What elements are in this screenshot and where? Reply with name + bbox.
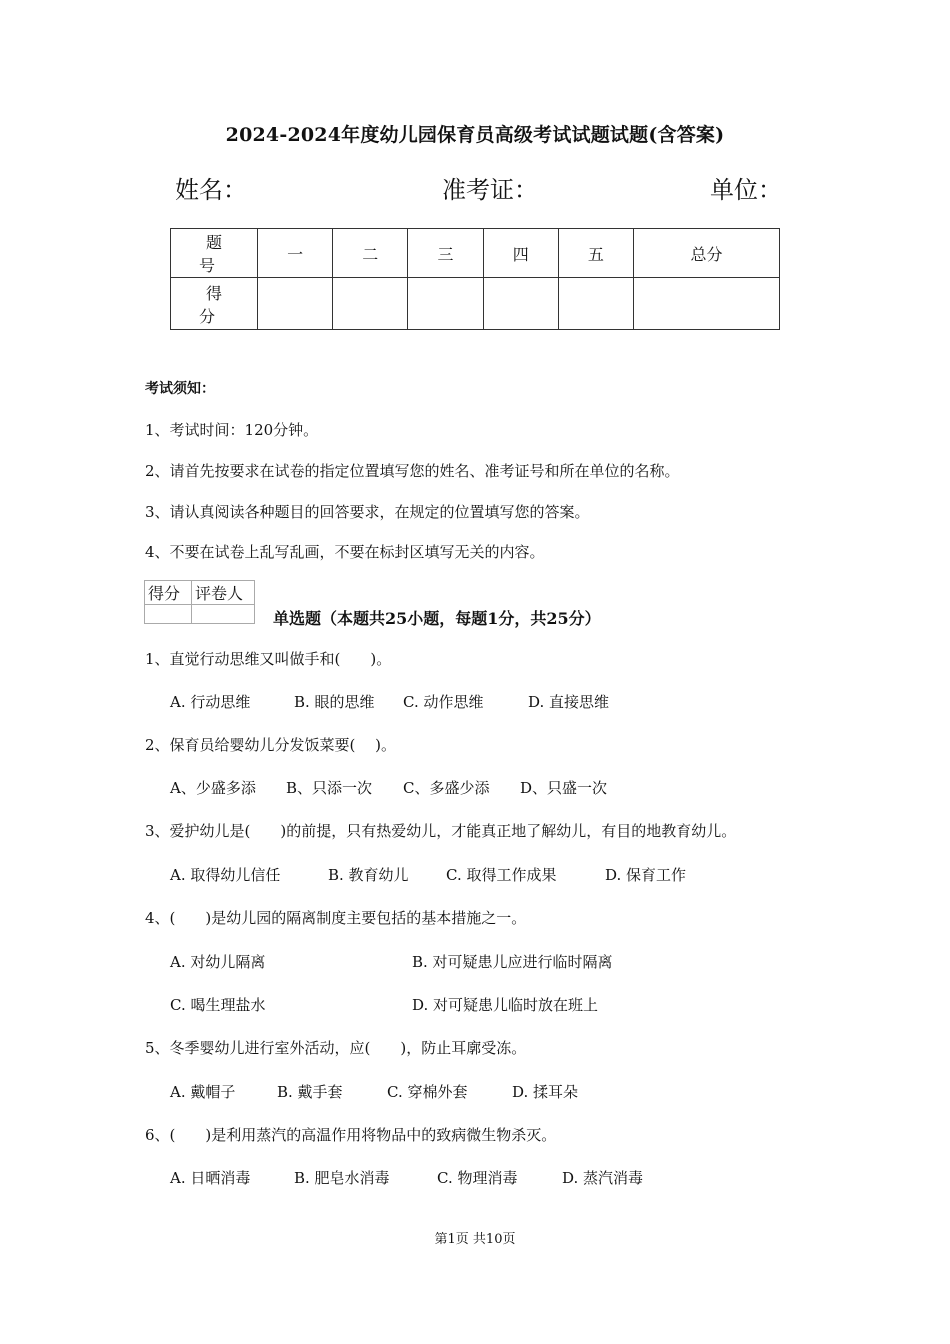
option-b[interactable]: B. 眼的思维 [294,693,375,711]
note-item: 2、请首先按要求在试卷的指定位置填写您的姓名、准考证号和所在单位的名称。 [145,462,680,480]
option-c[interactable]: C、多盛少添 [403,779,490,797]
grader-box [144,580,255,624]
section-title: 单选题（本题共25小题，每题1分，共25分） [273,609,601,628]
option-d[interactable]: D、只盛一次 [520,779,608,797]
option-c[interactable]: C. 喝生理盐水 [170,996,266,1014]
score-table [170,228,780,330]
option-b[interactable]: B. 戴手套 [277,1083,343,1101]
score-cell[interactable] [408,278,483,330]
note-item: 3、请认真阅读各种题目的回答要求，在规定的位置填写您的答案。 [145,503,590,521]
option-c[interactable]: C. 取得工作成果 [446,866,557,884]
note-item: 1、考试时间：120分钟。 [145,421,319,439]
exam-id-field-label: 准考证： [442,176,538,204]
score-table-header-cell: 四 [483,229,558,278]
question-3: 3、爱护幼儿是( )的前提，只有热爱幼儿，才能真正地了解幼儿，有目的地教育幼儿。 [145,822,737,840]
option-c[interactable]: C. 穿棉外套 [387,1083,468,1101]
option-c[interactable]: C. 物理消毒 [437,1169,518,1187]
option-a[interactable]: A、少盛多添 [170,779,256,797]
grader-reviewer-label: 评卷人 [192,581,255,605]
page-footer: 第1页 共10页 [434,1232,516,1247]
option-b[interactable]: B. 肥皂水消毒 [294,1169,390,1187]
question-6: 6、( )是利用蒸汽的高温作用将物品中的致病微生物杀灭。 [145,1126,557,1144]
question-5: 5、冬季婴幼儿进行室外活动，应( )，防止耳廓受冻。 [145,1039,527,1057]
option-b[interactable]: B. 对可疑患儿应进行临时隔离 [412,953,613,971]
score-table-header-row [171,229,780,278]
question-4: 4、( )是幼儿园的隔离制度主要包括的基本措施之一。 [145,909,527,927]
score-cell[interactable] [258,278,333,330]
unit-field-label: 单位： [710,176,782,204]
option-b[interactable]: B. 教育幼儿 [328,866,409,884]
option-a[interactable]: A. 取得幼儿信任 [170,866,281,884]
grader-score-cell[interactable] [145,605,192,624]
option-d[interactable]: D. 直接思维 [528,693,610,711]
option-a[interactable]: A. 行动思维 [170,693,251,711]
score-table-header-cell: 五 [558,229,633,278]
document-title: 2024-2024年度幼儿园保育员高级考试试题试题(含答案) [225,124,725,146]
score-cell[interactable] [333,278,408,330]
option-a[interactable]: A. 对幼儿隔离 [170,953,266,971]
name-field-label: 姓名： [175,176,247,204]
grader-score-label: 得分 [145,581,192,605]
option-d[interactable]: D. 揉耳朵 [512,1083,579,1101]
option-c[interactable]: C. 动作思维 [403,693,484,711]
question-1: 1、直觉行动思维又叫做手和( )。 [145,650,392,668]
score-cell[interactable] [558,278,633,330]
option-a[interactable]: A. 戴帽子 [170,1083,236,1101]
score-table-header-cell: 一 [258,229,333,278]
score-table-score-row [171,278,780,330]
notes-title: 考试须知： [145,381,215,397]
score-cell[interactable] [634,278,780,330]
score-table-header-cell: 题 号 [171,229,258,278]
score-table-header-cell: 总分 [634,229,780,278]
option-d[interactable]: D. 对可疑患儿临时放在班上 [412,996,599,1014]
question-2: 2、保育员给婴幼儿分发饭菜要( )。 [145,736,397,754]
option-b[interactable]: B、只添一次 [286,779,373,797]
score-table-row-label: 得 分 [171,278,258,330]
grader-reviewer-cell[interactable] [192,605,255,624]
score-cell[interactable] [483,278,558,330]
option-d[interactable]: D. 蒸汽消毒 [562,1169,644,1187]
score-table-header-cell: 三 [408,229,483,278]
score-table-header-cell: 二 [333,229,408,278]
note-item: 4、不要在试卷上乱写乱画，不要在标封区填写无关的内容。 [145,543,545,561]
option-a[interactable]: A. 日晒消毒 [170,1169,251,1187]
option-d[interactable]: D. 保育工作 [605,866,687,884]
